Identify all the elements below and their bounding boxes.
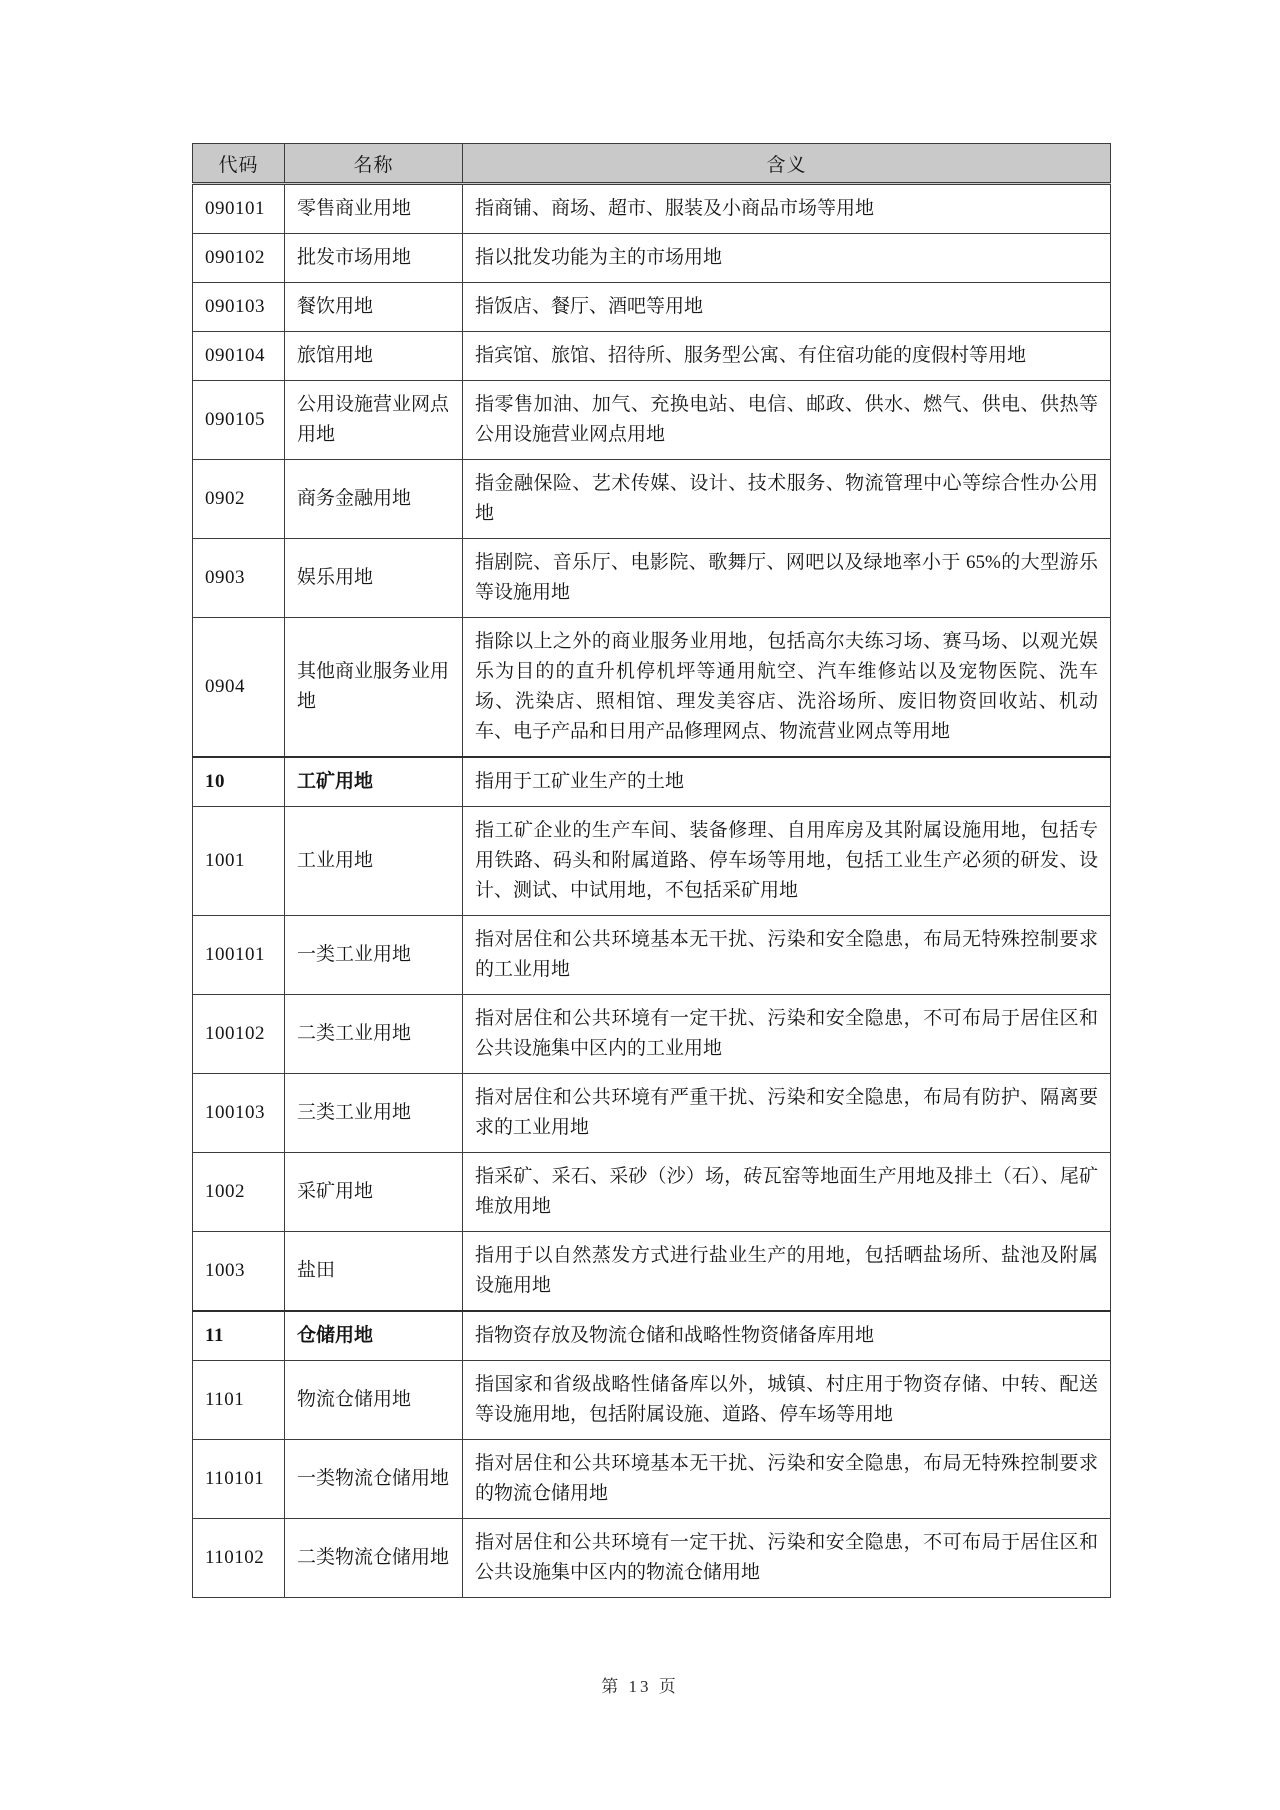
name-cell: 批发市场用地 — [285, 234, 463, 283]
code-cell: 1003 — [193, 1232, 285, 1312]
land-use-code-table — [192, 143, 1111, 1598]
meaning-cell: 指剧院、音乐厅、电影院、歌舞厅、网吧以及绿地率小于 65%的大型游乐等设施用地 — [463, 539, 1111, 618]
code-cell: 1101 — [193, 1361, 285, 1440]
table-row — [193, 234, 1111, 283]
meaning-cell: 指对居住和公共环境基本无干扰、污染和安全隐患，布局无特殊控制要求的工业用地 — [463, 916, 1111, 995]
table-row — [193, 381, 1111, 460]
name-cell: 商务金融用地 — [285, 460, 463, 539]
code-cell: 0904 — [193, 618, 285, 758]
table-row — [193, 1361, 1111, 1440]
name-cell: 娱乐用地 — [285, 539, 463, 618]
meaning-cell: 指零售加油、加气、充换电站、电信、邮政、供水、燃气、供电、供热等公用设施营业网点用地 — [463, 381, 1111, 460]
table-row — [193, 1074, 1111, 1153]
code-cell: 100101 — [193, 916, 285, 995]
table-row — [193, 460, 1111, 539]
table-row — [193, 1519, 1111, 1598]
name-cell: 餐饮用地 — [285, 283, 463, 332]
table-row — [193, 539, 1111, 618]
name-cell: 盐田 — [285, 1232, 463, 1312]
meaning-cell: 指宾馆、旅馆、招待所、服务型公寓、有住宿功能的度假村等用地 — [463, 332, 1111, 381]
name-cell: 工业用地 — [285, 807, 463, 916]
table-row-section — [193, 1311, 1111, 1361]
meaning-cell: 指采矿、采石、采砂（沙）场，砖瓦窑等地面生产用地及排土（石）、尾矿堆放用地 — [463, 1153, 1111, 1232]
code-cell: 090101 — [193, 184, 285, 234]
meaning-cell: 指饭店、餐厅、酒吧等用地 — [463, 283, 1111, 332]
table-row — [193, 332, 1111, 381]
code-cell: 1002 — [193, 1153, 285, 1232]
name-cell: 物流仓储用地 — [285, 1361, 463, 1440]
name-cell: 一类工业用地 — [285, 916, 463, 995]
code-cell: 100102 — [193, 995, 285, 1074]
table-row — [193, 995, 1111, 1074]
name-cell: 采矿用地 — [285, 1153, 463, 1232]
code-cell: 10 — [193, 757, 285, 807]
name-cell: 二类物流仓储用地 — [285, 1519, 463, 1598]
name-cell: 公用设施营业网点用地 — [285, 381, 463, 460]
page-number: 第 13 页 — [601, 1677, 679, 1696]
column-header-meaning: 含义 — [463, 144, 1111, 184]
meaning-cell: 指物资存放及物流仓储和战略性物资储备库用地 — [463, 1311, 1111, 1361]
meaning-cell: 指以批发功能为主的市场用地 — [463, 234, 1111, 283]
table-header-row — [193, 144, 1111, 184]
code-cell: 110101 — [193, 1440, 285, 1519]
name-cell: 工矿用地 — [285, 757, 463, 807]
code-cell: 0902 — [193, 460, 285, 539]
name-cell: 其他商业服务业用地 — [285, 618, 463, 758]
meaning-cell: 指对居住和公共环境有一定干扰、污染和安全隐患，不可布局于居住区和公共设施集中区内的工业用地 — [463, 995, 1111, 1074]
meaning-cell: 指国家和省级战略性储备库以外，城镇、村庄用于物资存储、中转、配送等设施用地，包括附属设施、道路、停车场等用地 — [463, 1361, 1111, 1440]
name-cell: 仓储用地 — [285, 1311, 463, 1361]
code-cell: 090105 — [193, 381, 285, 460]
name-cell: 一类物流仓储用地 — [285, 1440, 463, 1519]
name-cell: 零售商业用地 — [285, 184, 463, 234]
code-cell: 1001 — [193, 807, 285, 916]
name-cell: 旅馆用地 — [285, 332, 463, 381]
code-cell: 090104 — [193, 332, 285, 381]
name-cell: 三类工业用地 — [285, 1074, 463, 1153]
table-row — [193, 1232, 1111, 1312]
meaning-cell: 指商铺、商场、超市、服装及小商品市场等用地 — [463, 184, 1111, 234]
table-row — [193, 283, 1111, 332]
code-cell: 11 — [193, 1311, 285, 1361]
table-row — [193, 184, 1111, 234]
code-cell: 110102 — [193, 1519, 285, 1598]
column-header-code: 代码 — [193, 144, 285, 184]
table-row — [193, 807, 1111, 916]
code-cell: 0903 — [193, 539, 285, 618]
table-row — [193, 618, 1111, 758]
meaning-cell: 指用于以自然蒸发方式进行盐业生产的用地，包括晒盐场所、盐池及附属设施用地 — [463, 1232, 1111, 1312]
name-cell: 二类工业用地 — [285, 995, 463, 1074]
meaning-cell: 指除以上之外的商业服务业用地，包括高尔夫练习场、赛马场、以观光娱乐为目的的直升机停机坪等通用航空、汽车维修站以及宠物医院、洗车场、洗染店、照相馆、理发美容店、洗浴场所、废旧物资回收站、机动车、电子产品和日用产品修理网点、物流营业网点等用地 — [463, 618, 1111, 758]
meaning-cell: 指金融保险、艺术传媒、设计、技术服务、物流管理中心等综合性办公用地 — [463, 460, 1111, 539]
table-row — [193, 916, 1111, 995]
column-header-name: 名称 — [285, 144, 463, 184]
code-cell: 090103 — [193, 283, 285, 332]
meaning-cell: 指对居住和公共环境有严重干扰、污染和安全隐患，布局有防护、隔离要求的工业用地 — [463, 1074, 1111, 1153]
table-row — [193, 1440, 1111, 1519]
meaning-cell: 指工矿企业的生产车间、装备修理、自用库房及其附属设施用地，包括专用铁路、码头和附属道路、停车场等用地，包括工业生产必须的研发、设计、测试、中试用地，不包括采矿用地 — [463, 807, 1111, 916]
code-cell: 090102 — [193, 234, 285, 283]
code-cell: 100103 — [193, 1074, 285, 1153]
meaning-cell: 指对居住和公共环境有一定干扰、污染和安全隐患，不可布局于居住区和公共设施集中区内的物流仓储用地 — [463, 1519, 1111, 1598]
table-row-section — [193, 757, 1111, 807]
meaning-cell: 指用于工矿业生产的土地 — [463, 757, 1111, 807]
meaning-cell: 指对居住和公共环境基本无干扰、污染和安全隐患，布局无特殊控制要求的物流仓储用地 — [463, 1440, 1111, 1519]
table-row — [193, 1153, 1111, 1232]
